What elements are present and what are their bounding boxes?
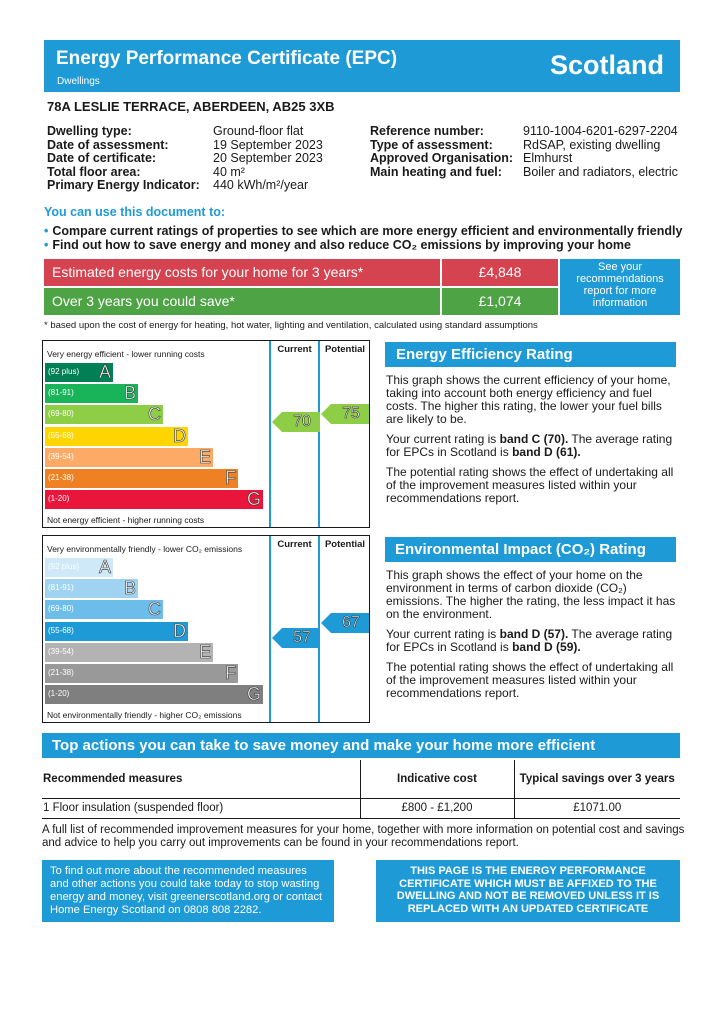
table-row (42, 798, 680, 818)
details-right-labels (370, 125, 522, 179)
saving-cell: £1071.00 (573, 802, 622, 814)
band-letter: C (148, 599, 161, 620)
estimated-cost-row (44, 259, 558, 286)
recommendations-note: A full list of recommended improvement measures for your home, together with more information on potential cost and savings and advice to help you carry out improvements can be found in your recommendations report. (42, 824, 685, 849)
potential-column-header: Potential (324, 344, 366, 355)
band-range-label: (92 plus) (48, 562, 80, 571)
detail-value: RdSAP, existing dwelling (523, 137, 661, 152)
environmental-impact-description (386, 569, 678, 700)
band-letter: E (198, 446, 211, 467)
bullet-icon: • (44, 224, 49, 238)
detail-value: 19 September 2023 (213, 137, 323, 152)
band-range-label: (69-80) (48, 604, 74, 614)
detail-value: Elmhurst (523, 151, 573, 165)
band-f (45, 469, 238, 488)
energy-efficiency-title: Energy Efficiency Rating (385, 342, 676, 367)
band-b (45, 579, 138, 598)
detail-label: Reference number: (370, 124, 484, 138)
cost-column-header: Indicative cost (360, 760, 514, 798)
chart-bottom-caption: Not environmentally friendly - higher CO₂ emissions (47, 710, 242, 720)
current-rating-arrow: 70 (272, 412, 320, 432)
band-range-label: (39-54) (48, 451, 74, 461)
band-e (45, 643, 213, 662)
measures-column-header: Recommended measures (42, 760, 360, 798)
bullet-text: Compare current ratings of properties to see which are more energy efficient and environmentally friendly (52, 224, 683, 238)
band-f (45, 664, 238, 683)
affix-notice-box (376, 860, 680, 922)
band-letter: G (246, 489, 261, 510)
chart-bottom-caption: Not energy efficient - higher running costs (47, 515, 205, 525)
detail-label: Date of certificate: (47, 151, 157, 165)
more-info-box (42, 860, 334, 922)
ee-para-2: Your current rating is band C (70). The average rating for EPCs in Scotland is band D (61). (386, 432, 673, 459)
detail-value: 440 kWh/m²/year (213, 178, 309, 192)
measures-header-row (42, 760, 680, 798)
band-g (45, 685, 263, 704)
band-letter: E (198, 641, 211, 662)
potential-column-header: Potential (324, 539, 366, 550)
see-recommendations-box (560, 259, 680, 315)
detail-value: Ground-floor flat (213, 124, 304, 138)
details-right-values (523, 125, 713, 179)
band-letter: G (246, 684, 261, 705)
use-document-title: You can use this document to: (44, 205, 226, 219)
savings-label: Over 3 years you could save* (44, 288, 440, 315)
current-rating-arrow: 57 (272, 628, 320, 648)
band-letter: D (173, 620, 186, 641)
ei-para-1: This graph shows the effect of your home on the environment in terms of carbon dioxide (CO₂) emissions. The higher the rating, the less impact it has on the environment. (386, 568, 676, 621)
column-divider (318, 341, 320, 527)
detail-value: Boiler and radiators, electric (523, 164, 678, 179)
measures-table (42, 760, 680, 819)
band-range-label: (21-38) (48, 668, 74, 677)
band-d (45, 427, 188, 446)
bullet-text: Find out how to save energy and money and also reduce CO₂ emissions by improving your home (52, 238, 631, 252)
current-column-header: Current (277, 344, 312, 355)
band-letter: F (225, 468, 236, 488)
potential-rating-arrow: 75 (321, 404, 369, 424)
top-actions-title: Top actions you can take to save money and make your home more efficient (42, 733, 680, 758)
energy-efficiency-description (386, 374, 678, 505)
band-letter: A (98, 362, 111, 382)
measure-cell: 1 Floor insulation (suspended floor) (42, 798, 360, 818)
use-document-bullets (44, 224, 714, 252)
more-info-text: To find out more about the recommended measures and other actions you could take today to stop wasting energy and money, visit greenerscotland.org or contact Home Energy Scotland on 0808 808 2282. (50, 865, 323, 916)
band-range-label: (39-54) (48, 646, 74, 656)
detail-label: Type of assessment: (370, 137, 493, 152)
band-letter: B (123, 383, 136, 404)
band-a (45, 363, 113, 382)
detail-label: Primary Energy Indicator: (47, 178, 200, 192)
property-address: 78A LESLIE TERRACE, ABERDEEN, AB25 3XB (47, 99, 335, 114)
detail-label: Dwelling type: (47, 124, 132, 138)
column-divider (269, 341, 271, 527)
band-d (45, 622, 188, 641)
band-letter: D (173, 425, 186, 446)
band-range-label: (81-91) (48, 388, 74, 398)
band-range-label: (55-68) (48, 430, 74, 440)
band-letter: B (123, 578, 136, 599)
see-recommendations-text: See your recommendations report for more information (576, 261, 664, 309)
band-letter: F (225, 663, 236, 683)
ei-para-2: Your current rating is band D (57). The average rating for EPCs in Scotland is band D (59). (386, 627, 673, 654)
estimated-cost-value: £4,848 (442, 259, 558, 286)
band-a (45, 558, 113, 577)
potential-rating-arrow: 67 (321, 613, 369, 633)
cost-footnote: * based upon the cost of energy for heating, hot water, lighting and ventilation, calculated using standard assumptions (44, 320, 538, 331)
affix-notice-text: THIS PAGE IS THE ENERGY PERFORMANCE CERTIFICATE WHICH MUST BE AFFIXED TO THE DWELLING AND NOT BE REMOVED UNLESS IT IS REPLACED WITH AN UPDATED CERTIFICATE (396, 865, 660, 915)
environmental-impact-title: Environmental Impact (CO₂) Rating (385, 537, 676, 562)
savings-value: £1,074 (442, 288, 558, 315)
savings-column-header: Typical savings over 3 years (519, 772, 675, 785)
detail-value: 40 m² (213, 164, 245, 179)
band-b (45, 384, 138, 403)
chart-top-caption: Very energy efficient - lower running costs (47, 349, 205, 359)
ee-para-1: This graph shows the current efficiency of your home, taking into account both energy efficiency and fuel costs. The higher this rating, the lower your fuel bills are likely to be. (386, 373, 671, 426)
band-range-label: (92 plus) (48, 367, 80, 376)
band-letter: A (98, 557, 111, 577)
detail-label: Approved Organisation: (370, 151, 514, 165)
cost-cell: £800 - £1,200 (360, 798, 514, 818)
band-range-label: (69-80) (48, 409, 74, 419)
detail-label: Date of assessment: (47, 137, 169, 152)
country-label: Scotland (549, 50, 664, 80)
band-range-label: (1-20) (48, 494, 70, 504)
estimated-cost-label: Estimated energy costs for your home for 3 years* (44, 259, 440, 286)
detail-value: 9110-1004-6201-6297-2204 (523, 124, 678, 138)
environmental-impact-chart (42, 535, 370, 723)
epc-header (44, 40, 680, 92)
bullet-item (44, 224, 714, 238)
column-divider (269, 536, 271, 722)
band-e (45, 448, 213, 467)
details-left-values (213, 125, 363, 193)
detail-value: 20 September 2023 (213, 151, 323, 165)
band-c (45, 405, 163, 424)
band-range-label: (21-38) (48, 473, 74, 482)
energy-efficiency-chart (42, 340, 370, 528)
ei-para-3: The potential rating shows the effect of undertaking all of the improvement measures listed within your recommendations report. (386, 660, 674, 700)
band-range-label: (55-68) (48, 625, 74, 635)
band-c (45, 600, 163, 619)
bullet-item (44, 238, 714, 252)
band-range-label: (1-20) (48, 689, 70, 699)
bullet-icon: • (44, 238, 49, 252)
band-g (45, 490, 263, 509)
detail-label: Total floor area: (47, 164, 141, 179)
ee-para-3: The potential rating shows the effect of undertaking all of the improvement measures listed within your recommendations report. (386, 465, 674, 505)
certificate-subtitle: Dwellings (57, 76, 100, 87)
band-letter: C (148, 404, 161, 425)
detail-label: Main heating and fuel: (370, 164, 502, 179)
chart-top-caption: Very environmentally friendly - lower CO₂ emissions (47, 544, 243, 554)
certificate-title: Energy Performance Certificate (EPC) (56, 48, 398, 69)
current-column-header: Current (277, 539, 312, 550)
band-range-label: (81-91) (48, 583, 74, 593)
details-left-labels (47, 125, 212, 193)
savings-row (44, 288, 558, 315)
